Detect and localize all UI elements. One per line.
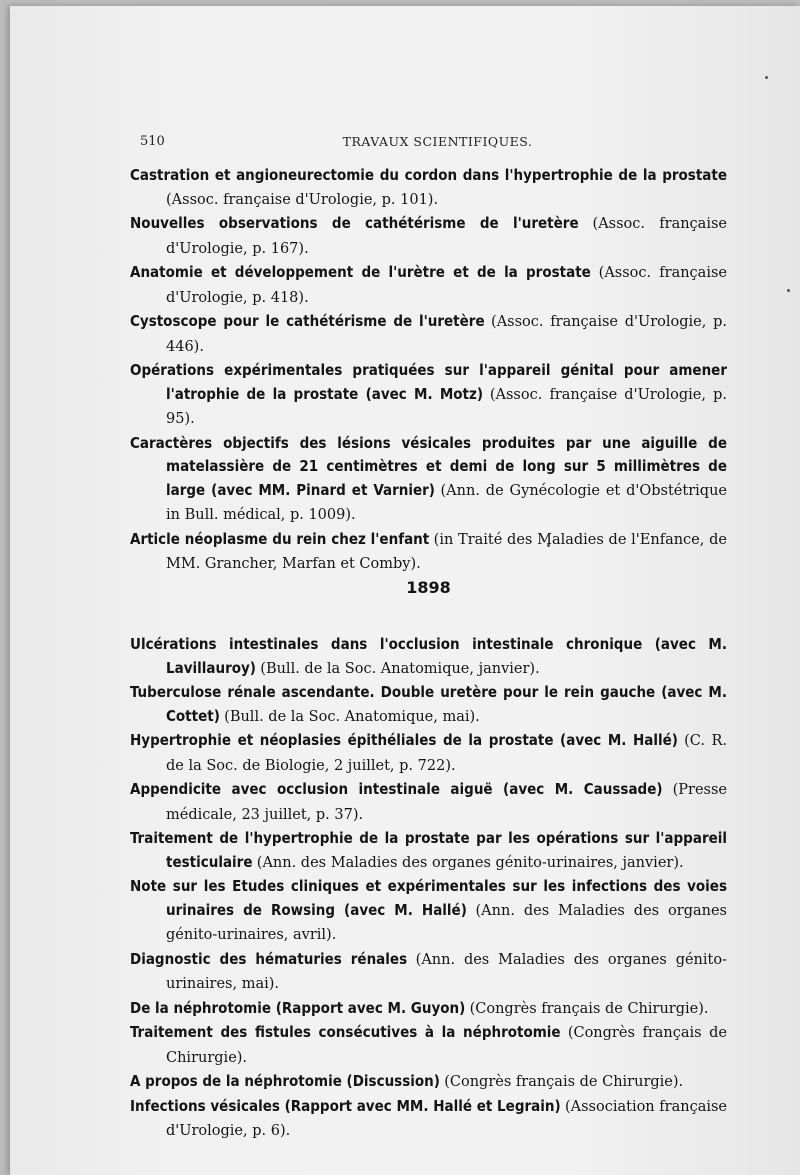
bibliography-entry — [130, 875, 727, 948]
entries-1897 — [130, 164, 727, 577]
entry-title: Appendicite avec occlusion intestinale aiguë (avec M. Caussade) — [130, 780, 663, 798]
entry-title: Caractères objectifs des lésions vésicales produites par une aiguille de matelassière de 21 centimètres et demi de long sur 5 millimètres de large (avec MM. Pinard et Varnier) — [130, 433, 727, 499]
entry-source: (Presse médicale, 23 juillet, p. 37). — [166, 782, 727, 823]
entry-title: Note sur les Etudes cliniques et expérimentales sur les infections des voies urinaires de Rowsing (avec M. Hallé) — [130, 877, 727, 919]
bibliography-entry — [130, 310, 727, 359]
entry-title: Anatomie et développement de l'urètre et de la prostate — [130, 263, 591, 281]
entry-title: Hypertrophie et néoplasies épithéliales de la prostate (avec M. Hallé) — [130, 731, 678, 749]
entry-source: (Assoc. française d'Urologie, p. 95). — [166, 386, 727, 427]
bibliography-entry — [130, 729, 727, 778]
bibliography-entry — [130, 997, 727, 1022]
entry-source: (in Traité des Maladies de l'Enfance, de MM. Grancher, Marfan et Comby). — [166, 531, 727, 572]
page-number: 510 — [140, 134, 165, 149]
bibliography-entry — [130, 633, 727, 681]
entry-title: A propos de la néphrotomie (Discussion) — [130, 1072, 440, 1090]
bibliography-entry — [130, 212, 727, 261]
entry-title: Traitement de l'hypertrophie de la prostate par les opérations sur l'appareil testiculaire — [130, 829, 727, 871]
entry-source: (Bull. de la Soc. Anatomique, mai). — [224, 708, 480, 725]
entry-title: Tuberculose rénale ascendante. Double uretère pour le rein gauche (avec M. Cottet) — [130, 683, 727, 725]
entry-title: Nouvelles observations de cathétérisme de l'uretère — [130, 214, 579, 232]
entry-source: (Congrès français de Chirurgie). — [166, 1025, 727, 1066]
bibliography-entry — [130, 528, 727, 577]
running-title: TRAVAUX SCIENTIFIQUES. — [342, 134, 533, 149]
running-head — [140, 134, 735, 154]
bibliography-entry — [130, 1070, 727, 1095]
bibliography-entry — [130, 827, 727, 875]
bibliography-entry — [130, 681, 727, 729]
entries-1898 — [130, 633, 727, 1144]
entry-source: (Assoc. française d'Urologie, p. 167). — [166, 216, 727, 257]
entry-source: (Assoc. française d'Urologie, p. 418). — [166, 265, 727, 306]
entry-source: (Assoc. française d'Urologie, p. 101). — [166, 191, 439, 208]
bibliography-entry — [130, 359, 727, 432]
entry-source: (Congrès français de Chirurgie). — [469, 1000, 709, 1017]
bibliography-entry — [130, 778, 727, 827]
bibliography-entry — [130, 432, 727, 528]
entry-source: (Ann. des Maladies des organes génito-urinaires, avril). — [166, 902, 728, 943]
entry-source: (Ann. des Maladies des organes génito-urinaires, janvier). — [256, 854, 684, 871]
entry-title: Infections vésicales (Rapport avec MM. Hallé et Legrain) — [130, 1096, 561, 1115]
entry-title: Ulcérations intestinales dans l'occlusion intestinale chronique (avec M. Lavillauroy) — [130, 635, 727, 677]
entry-title: Opérations expérimentales pratiquées sur l'appareil génital pour amener l'atrophie de la prostate (avec M. Motz) — [130, 361, 727, 403]
bibliography-entry — [130, 261, 727, 310]
bibliography-entry — [130, 1095, 727, 1144]
bibliography-entry — [130, 948, 727, 997]
bibliography-entry — [130, 1021, 727, 1070]
entry-source: (Congrès français de Chirurgie). — [444, 1074, 684, 1090]
bibliography-entry — [130, 164, 727, 212]
entry-source: (Association française d'Urologie, p. 6). — [166, 1098, 727, 1139]
year-heading: 1898 — [406, 578, 451, 597]
entry-source: (Assoc. française d'Urologie, p. 446). — [166, 314, 727, 355]
entry-title: Cystoscope pour le cathétérisme de l'uretère — [130, 312, 485, 330]
entry-title: De la néphrotomie (Rapport avec M. Guyon) — [130, 998, 466, 1017]
entry-title: Article néoplasme du rein chez l'enfant — [130, 529, 430, 548]
paper-speck — [765, 76, 768, 79]
paper-speck — [787, 289, 790, 292]
entry-source: (Ann. de Gynécologie et d'Obstétrique in Bull. médical, p. 1009). — [166, 482, 727, 523]
entry-title: Castration et angioneurectomie du cordon dans l'hypertrophie de la prostate — [130, 166, 727, 184]
entry-title: Diagnostic des hématuries rénales — [130, 949, 408, 968]
entry-source: (Ann. des Maladies des organes génito-urinaires, mai). — [166, 951, 727, 992]
entry-title: Traitement des fistules consécutives à la néphrotomie — [130, 1023, 561, 1041]
entry-source: (C. R. de la Soc. de Biologie, 2 juillet, p. 722). — [166, 733, 727, 774]
entry-source: (Bull. de la Soc. Anatomique, janvier). — [260, 660, 540, 677]
